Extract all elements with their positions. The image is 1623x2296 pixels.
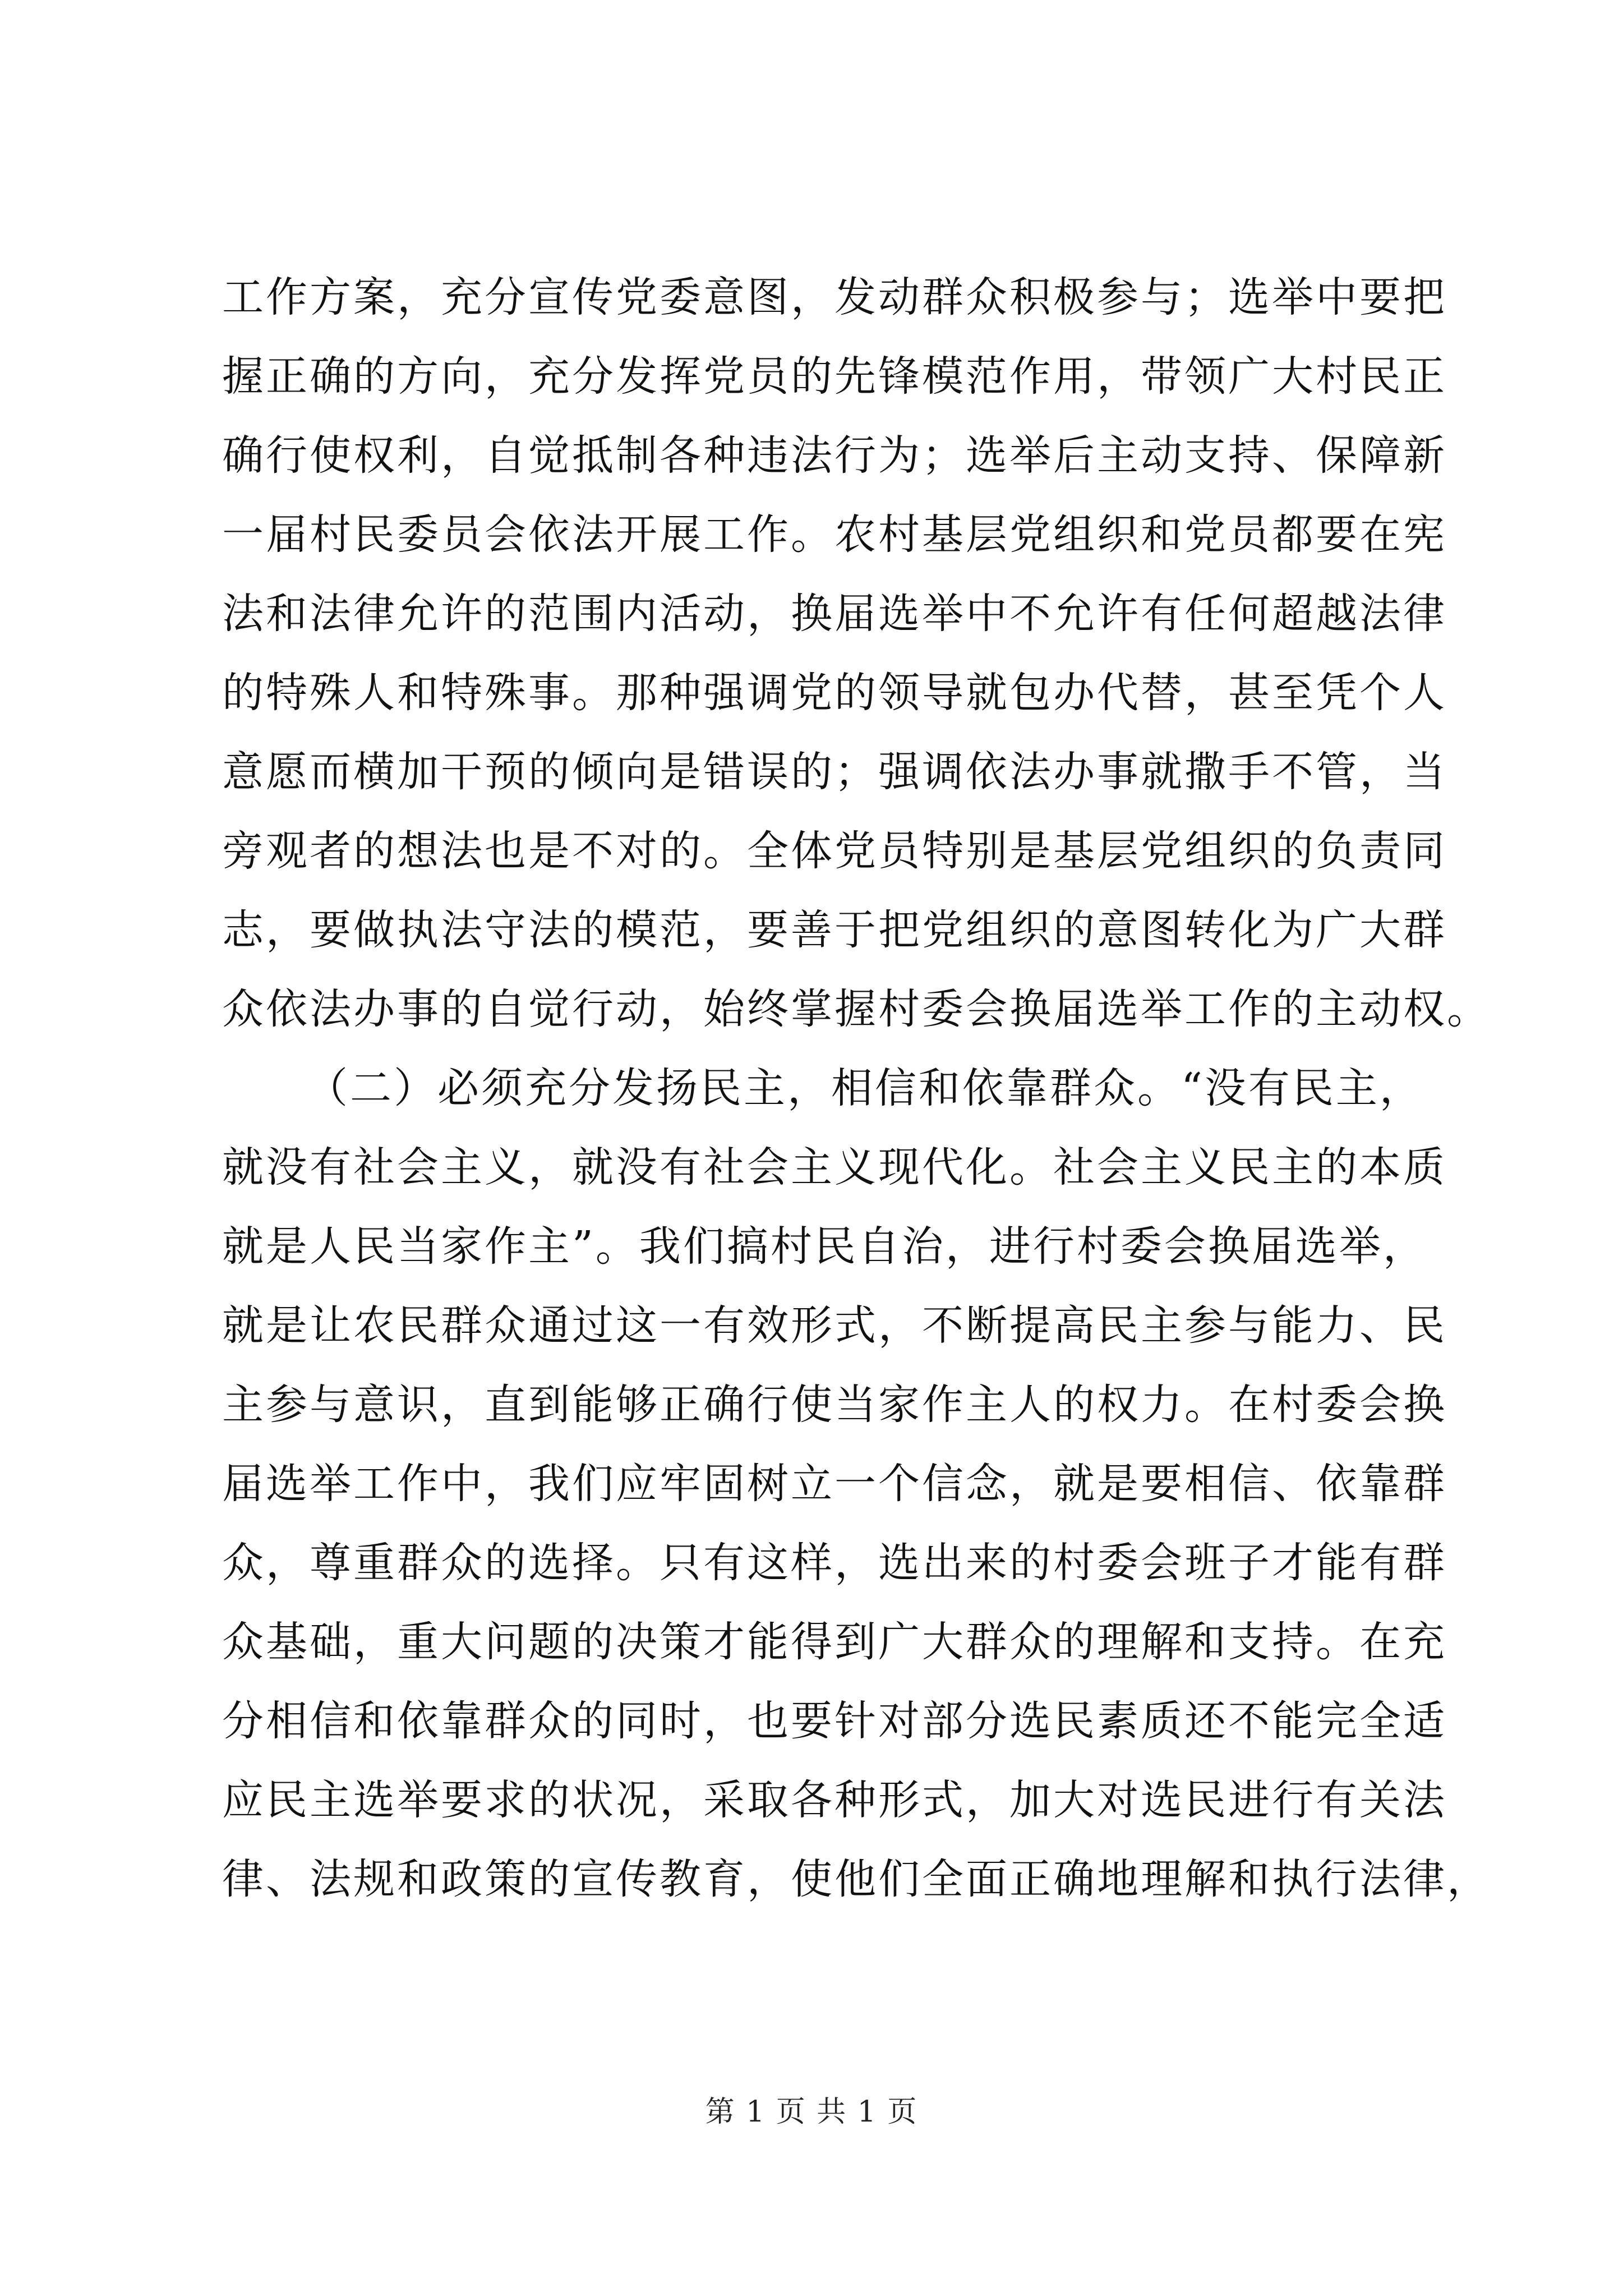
text-line: 分相信和依靠群众的同时，也要针对部分选民素质还不能完全适 [222,1697,1447,1745]
text-line: 旁观者的想法也是不对的。全体党员特别是基层党组织的负责同 [222,827,1447,875]
text-line: 就没有社会主义，就没有社会主义现代化。社会主义民主的本质 [222,1143,1447,1191]
text-line: 应民主选举要求的状况，采取各种形式，加大对选民进行有关法 [222,1776,1447,1824]
text-line: 工作方案，充分宣传党委意图，发动群众积极参与；选举中要把 [222,273,1447,321]
text-line: 就是让农民群众通过这一有效形式，不断提高民主参与能力、民 [222,1301,1447,1350]
section-heading-line: （二）必须充分发扬民主，相信和依靠群众。“没有民主， [306,1064,1423,1112]
text-line: 届选举工作中，我们应牢固树立一个信念，就是要相信、依靠群 [222,1460,1447,1508]
text-line: 众，尊重群众的选择。只有这样，选出来的村委会班子才能有群 [222,1539,1447,1587]
text-line: 一届村民委员会依法开展工作。农村基层党组织和党员都要在宪 [222,510,1447,559]
text-line: 的特殊人和特殊事。那种强调党的领导就包办代替，甚至凭个人 [222,669,1447,717]
text-line: 众基础，重大问题的决策才能得到广大群众的理解和支持。在充 [222,1618,1447,1666]
text-line: 众依法办事的自觉行动，始终掌握村委会换届选举工作的主动权。 [222,985,1491,1033]
text-line: 握正确的方向，充分发挥党员的先锋模范作用，带领广大村民正 [222,352,1447,401]
text-line: 志，要做执法守法的模范，要善于把党组织的意图转化为广大群 [222,906,1447,954]
text-line: 法和法律允许的范围内活动，换届选举中不允许有任何超越法律 [222,590,1447,638]
text-line: 确行使权利，自觉抵制各种违法行为；选举后主动支持、保障新 [222,431,1447,480]
text-line: 律、法规和政策的宣传教育，使他们全面正确地理解和执行法律， [222,1855,1491,1903]
text-line: 就是人民当家作主”。我们搞村民自治，进行村委会换届选举， [222,1222,1427,1271]
text-line: 主参与意识，直到能够正确行使当家作主人的权力。在村委会换 [222,1381,1447,1429]
text-line: 意愿而横加干预的倾向是错误的；强调依法办事就撒手不管，当 [222,748,1447,796]
page-number-footer: 第 1 页 共 1 页 [705,2095,918,2129]
